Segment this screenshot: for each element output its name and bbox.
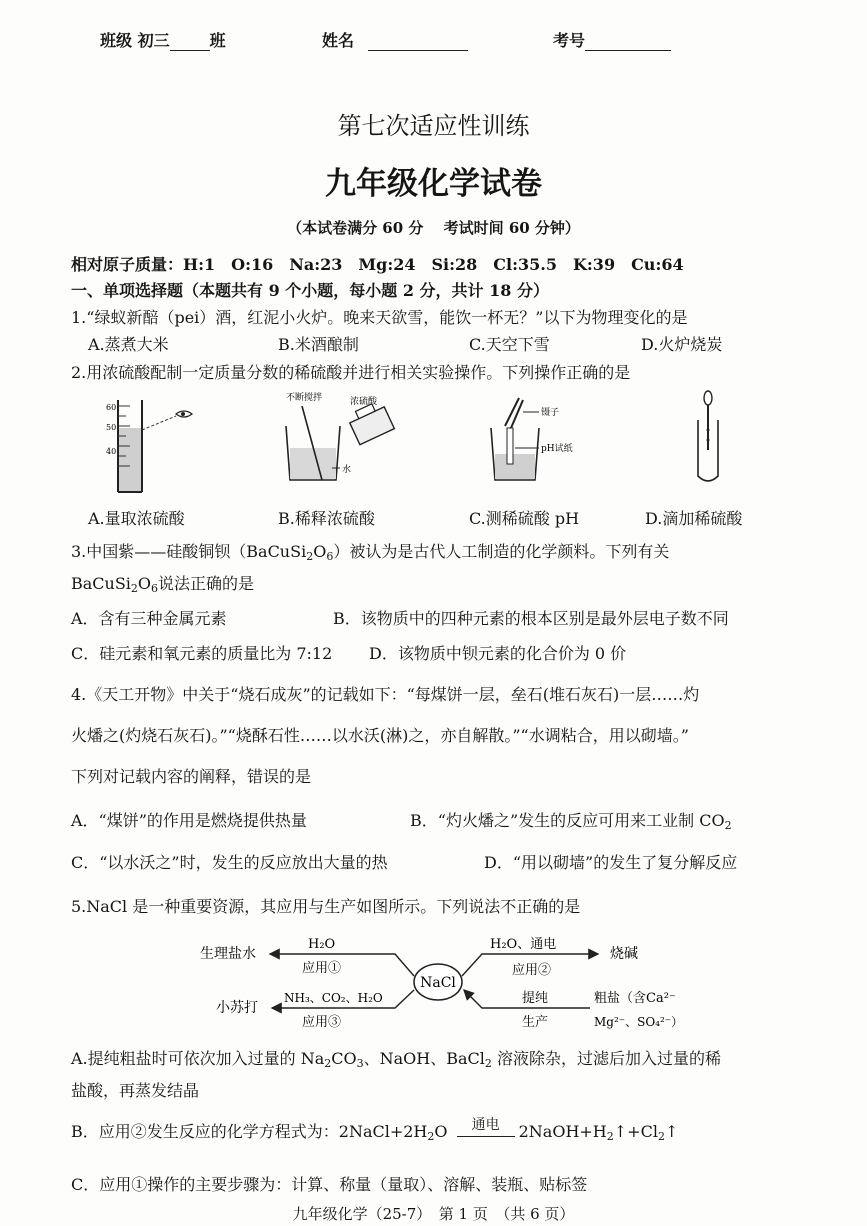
exam-no-blank[interactable] xyxy=(585,34,671,51)
source-crude-salt-ions: Mg²⁻、SO₄²⁻） xyxy=(594,1015,684,1029)
q3-stem-pre: 3.中国紫——硅酸铜钡（BaCuSi xyxy=(71,542,307,561)
q5-b-condition xyxy=(457,1117,515,1137)
q4-option-b[interactable] xyxy=(410,808,732,832)
q4-option-b-sub: 2 xyxy=(724,819,732,832)
target-caustic-soda: 烧碱 xyxy=(610,946,638,962)
label-produce: 生产 xyxy=(522,1015,549,1030)
tick-50: 50 xyxy=(106,423,117,432)
tick-40: 40 xyxy=(106,447,117,456)
q3-stem-line2 xyxy=(71,571,254,595)
q3-option-d[interactable]: D．该物质中钡元素的化合价为 0 价 xyxy=(369,644,627,663)
nacl-diagram xyxy=(190,928,710,1038)
q3-option-c[interactable]: C．硅元素和氧元素的质量比为 7:12 xyxy=(71,644,333,663)
q3-option-b[interactable]: B．该物质中的四种元素的根本区别是最外层电子数不同 xyxy=(333,609,729,628)
label-ph-paper: pH试纸 xyxy=(541,444,573,454)
label-tweezers: 镊子 xyxy=(541,408,560,418)
q5-a-sub2: 3 xyxy=(356,1057,364,1070)
q3-line2-mid: O xyxy=(137,574,152,593)
q5-option-b[interactable] xyxy=(71,1119,678,1143)
q5-a-pre: A.提纯粗盐时可依次加入过量的 Na xyxy=(71,1049,325,1068)
label-water: 水 xyxy=(342,465,352,475)
label-app2: 应用② xyxy=(512,963,552,978)
q3-stem-sub2: 6 xyxy=(326,550,334,563)
q5-b-pre: B．应用②发生反应的化学方程式为：2NaCl+2H xyxy=(71,1122,428,1141)
q3-stem-mid: O xyxy=(313,542,327,561)
q5-a-sub1: 2 xyxy=(324,1057,332,1070)
q1-stem: 1.“绿蚁新醅（pei）酒，红泥小火炉。晚来天欲雪，能饮一杯无？”以下为物理变化的是 xyxy=(71,308,688,327)
q5-b-sub1: 2 xyxy=(427,1130,435,1143)
label-purify: 提纯 xyxy=(522,991,549,1006)
q4-option-a[interactable]: A．“煤饼”的作用是燃烧提供热量 xyxy=(71,811,307,830)
class-value: 初三 xyxy=(137,31,170,50)
q5-a-sub3: 2 xyxy=(484,1057,492,1070)
q5-b-post3: ↑ xyxy=(664,1122,679,1141)
q4-option-b-text: B．“灼火燔之”发生的反应可用来工业制 CO xyxy=(410,811,725,830)
title-line2: 九年级化学试卷 xyxy=(325,166,542,202)
q5-b-post2: ↑+Cl xyxy=(613,1122,658,1141)
q5-b-cond-text: 通电 xyxy=(471,1117,500,1133)
section-heading: 一、单项选择题（本题共有 9 个小题，每小题 2 分，共计 18 分） xyxy=(71,281,549,300)
q1-option-a[interactable]: A.蒸煮大米 xyxy=(88,335,169,354)
q2-option-d[interactable]: D.滴加稀硫酸 xyxy=(645,509,743,528)
class-field xyxy=(100,28,226,51)
q5-option-a-line1[interactable] xyxy=(71,1046,721,1070)
class-label: 班级 xyxy=(100,31,133,50)
q5-b-mid: O xyxy=(434,1122,448,1141)
q3-option-a[interactable]: A．含有三种金属元素 xyxy=(71,609,227,628)
target-saline: 生理盐水 xyxy=(200,946,256,962)
q3-line2-post: 说法正确的是 xyxy=(158,574,255,593)
q3-line2-sub2: 6 xyxy=(151,582,159,595)
label-conc-acid: 浓硫酸 xyxy=(350,397,378,407)
title-line1: 第七次适应性训练 xyxy=(337,112,530,140)
name-field xyxy=(322,28,468,51)
q4-option-c[interactable]: C．“以水沃之”时，发生的反应放出大量的热 xyxy=(71,853,388,872)
page-footer: 九年级化学（25-7） 第 1 页 （共 6 页） xyxy=(292,1205,575,1223)
figure-ph-test xyxy=(483,392,623,487)
q3-stem-post: ）被认为是古代人工制造的化学颜料。下列有关 xyxy=(333,542,670,561)
atomic-masses: 相对原子质量：H:1 O:16 Na:23 Mg:24 Si:28 Cl:35.5 K:39 Cu:64 xyxy=(71,255,684,274)
label-app3: 应用③ xyxy=(302,1015,342,1030)
q4-line2: 火燔之(灼烧石灰石)。”“烧酥石性……以水沃(淋)之，亦自解散。”“水调粘合，用以砌墙。” xyxy=(71,726,689,745)
q5-b-post1: 2NaOH+H xyxy=(518,1122,607,1141)
label-nh3-co2-h2o: NH₃、CO₂、H₂O xyxy=(284,991,383,1005)
label-app1: 应用① xyxy=(302,961,342,976)
q5-stem: 5.NaCl 是一种重要资源，其应用与生产如图所示。下列说法不正确的是 xyxy=(71,897,581,916)
exam-note: （本试卷满分 60 分 考试时间 60 分钟） xyxy=(287,219,580,237)
q2-option-b[interactable]: B.稀释浓硫酸 xyxy=(278,509,375,528)
q3-stem xyxy=(71,539,669,563)
q5-option-c[interactable]: C．应用①操作的主要步骤为：计算、称量（量取）、溶解、装瓶、贴标签 xyxy=(71,1175,588,1194)
target-baking-soda: 小苏打 xyxy=(216,1000,258,1016)
q5-a-post: 溶液除杂，过滤后加入过量的稀 xyxy=(491,1049,722,1068)
q4-line1: 4.《天工开物》中关于“烧石成灰”的记载如下：“每煤饼一层，垒石(堆石灰石)一层……灼 xyxy=(71,685,700,704)
q5-option-a-line2: 盐酸，再蒸发结晶 xyxy=(71,1081,200,1100)
q5-b-sub3: 2 xyxy=(657,1130,665,1143)
q2-option-a[interactable]: A.量取浓硫酸 xyxy=(88,509,185,528)
figure-dilution xyxy=(272,388,422,488)
class-blank[interactable] xyxy=(170,34,210,51)
source-crude-salt: 粗盐（含Ca²⁻ xyxy=(594,991,676,1006)
nacl-label: NaCl xyxy=(420,975,456,991)
q3-stem-sub1: 2 xyxy=(306,550,314,563)
label-h2o-1: H₂O xyxy=(308,937,336,952)
q1-option-c[interactable]: C.天空下雪 xyxy=(469,335,550,354)
q4-option-d[interactable]: D．“用以砌墙”的发生了复分解反应 xyxy=(484,853,738,872)
q5-a-mid2: 、NaOH、BaCl xyxy=(363,1049,485,1068)
name-label: 姓名 xyxy=(322,31,355,50)
label-stirring: 不断搅拌 xyxy=(286,393,323,403)
class-suffix: 班 xyxy=(209,31,226,50)
exam-no-field xyxy=(553,28,671,51)
q2-option-c[interactable]: C.测稀硫酸 pH xyxy=(469,509,580,528)
name-blank[interactable] xyxy=(368,34,468,51)
q5-a-mid1: CO xyxy=(331,1049,357,1068)
q3-line2-sub1: 2 xyxy=(130,582,138,595)
q3-line2-pre: BaCuSi xyxy=(71,574,131,593)
q4-line3: 下列对记载内容的阐释，错误的是 xyxy=(71,767,312,786)
figure-measuring-cylinder xyxy=(80,392,210,497)
q1-option-d[interactable]: D.火炉烧炭 xyxy=(641,335,723,354)
figure-dropper xyxy=(686,388,736,488)
label-h2o-electrolysis: H₂O、通电 xyxy=(490,937,557,952)
exam-no-label: 考号 xyxy=(553,31,586,50)
tick-60: 60 xyxy=(106,403,117,412)
q1-option-b[interactable]: B.米酒酿制 xyxy=(278,335,359,354)
q5-b-sub2: 2 xyxy=(606,1130,614,1143)
q2-stem: 2.用浓硫酸配制一定质量分数的稀硫酸并进行相关实验操作。下列操作正确的是 xyxy=(71,363,631,382)
